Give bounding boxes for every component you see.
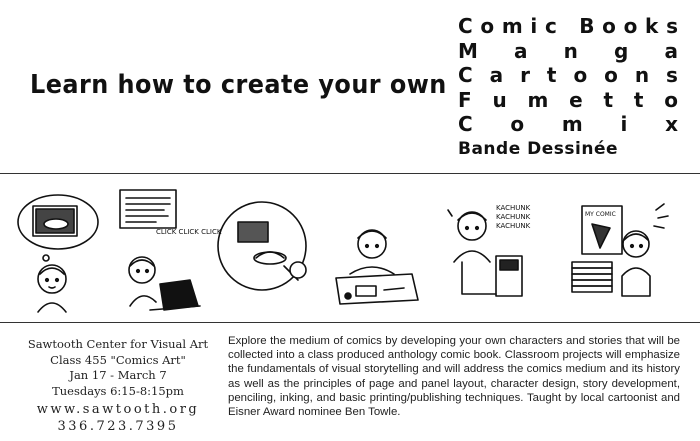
- divider-bottom: [0, 322, 700, 323]
- type-letter: o: [623, 14, 638, 38]
- class-line: Class 455 "Comics Art": [50, 352, 186, 367]
- type-letter: x: [665, 112, 678, 136]
- illustration-laptop-kid: [120, 190, 200, 310]
- type-letter: e: [569, 87, 583, 112]
- type-letter: C: [458, 112, 473, 136]
- type-letter: n: [634, 63, 650, 87]
- type-letter: o: [602, 14, 616, 38]
- type-letter: t: [633, 87, 644, 112]
- type-letter: c: [544, 14, 557, 38]
- type-letter: o: [480, 14, 495, 38]
- phone-number: 336.723.7395: [57, 419, 179, 434]
- illustration-drawing-kid: [336, 230, 418, 304]
- type-letter: n: [563, 38, 578, 63]
- type-letter: s: [666, 63, 678, 87]
- type-letter: t: [546, 63, 557, 87]
- center-name: Sawtooth Center for Visual Art: [27, 337, 209, 351]
- type-comix: [458, 112, 678, 137]
- type-fumetto: [458, 88, 678, 113]
- type-bande-dessinee: Bande Dessinée: [458, 138, 619, 159]
- type-comic-books: [458, 14, 678, 39]
- type-letter: m: [501, 14, 523, 38]
- type-letter: a: [489, 63, 504, 87]
- type-letter: o: [573, 63, 588, 87]
- website-link[interactable]: www.sawtooth.org: [36, 402, 200, 417]
- class-dates: Jan 17 - March 7: [69, 368, 167, 382]
- type-letter: g: [614, 38, 629, 63]
- type-letter: C: [458, 14, 473, 38]
- type-letter: k: [645, 14, 659, 38]
- type-letter: s: [666, 14, 678, 38]
- type-letter: M: [458, 38, 478, 63]
- comic-cover-title: MY COMIC: [585, 211, 616, 218]
- sound-kachunk-2: KACHUNK: [496, 213, 531, 221]
- illustration-ufo-panel: [218, 202, 306, 290]
- sound-click: CLICK CLICK CLICK: [156, 228, 222, 236]
- type-letter: o: [604, 63, 618, 87]
- type-letter: o: [664, 87, 678, 112]
- type-letter: a: [664, 38, 678, 63]
- type-manga: [458, 39, 678, 64]
- headline: Learn how to create your own: [30, 70, 447, 100]
- illustration-strip: [0, 174, 700, 322]
- type-letter: m: [527, 87, 549, 112]
- type-letter: F: [458, 87, 472, 112]
- comic-types-list: [458, 14, 678, 161]
- type-letter: r: [520, 63, 530, 87]
- type-letter: [565, 14, 572, 39]
- class-info: [18, 337, 218, 435]
- type-letter: o: [510, 112, 525, 136]
- class-description: Explore the medium of comics by developing your own characters and stories that will be collected into a class produced anthology comic book. Classroom projects will emphasize the fundamentals of visual storytelling and will address the comics medium and its history as well as the principles of page and panel layout, character design, story development, penciling, inking, and basic printing/publishing techniques. Taught by local cartoonist and Eisner Award nominee Ben Towle.: [228, 335, 680, 419]
- type-letter: u: [492, 87, 507, 112]
- sound-kachunk-3: KACHUNK: [496, 222, 531, 230]
- type-letter: i: [620, 112, 628, 136]
- type-cartoons: [458, 63, 678, 88]
- type-letter: i: [530, 14, 538, 38]
- type-letter: t: [603, 87, 614, 112]
- sound-kachunk-1: KACHUNK: [496, 204, 531, 212]
- type-letter: C: [458, 63, 473, 87]
- type-letter: B: [579, 14, 595, 38]
- type-letter: m: [561, 112, 583, 136]
- class-time: Tuesdays 6:15-8:15pm: [52, 383, 184, 398]
- type-letter: a: [514, 38, 528, 63]
- illustration-dreaming-kid: [18, 195, 98, 312]
